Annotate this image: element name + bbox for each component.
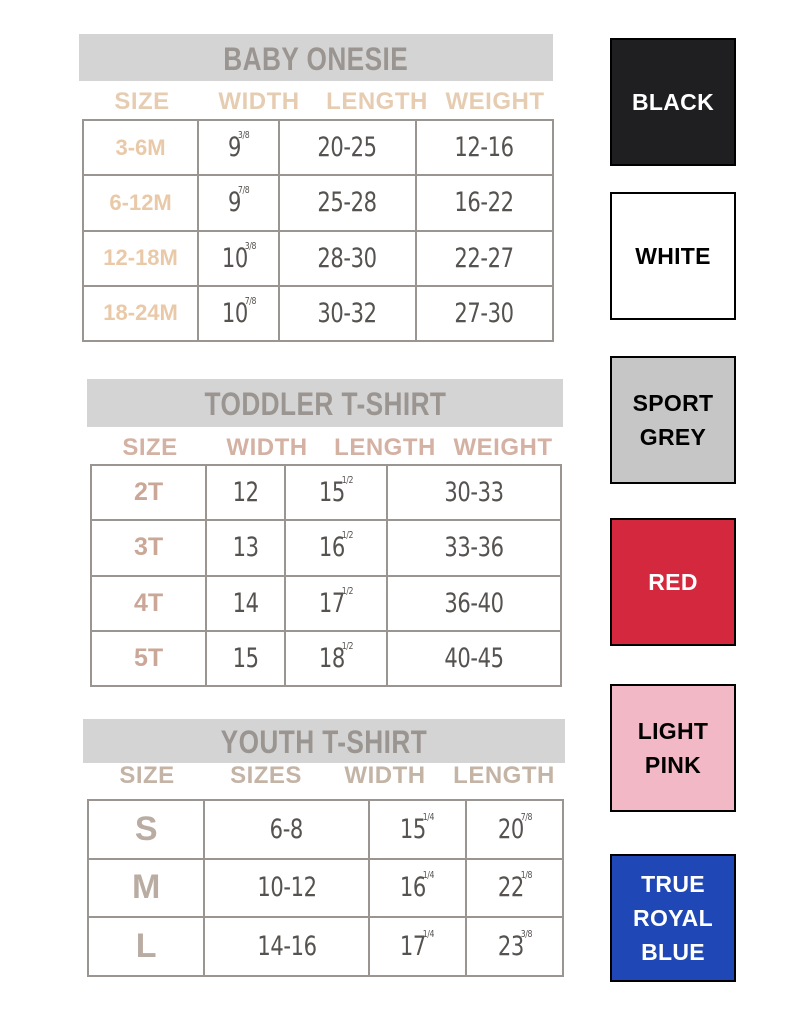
cell-value: 22: [497, 872, 524, 904]
size-label: 3-6M: [83, 120, 198, 175]
cell-value: 16: [318, 532, 345, 564]
size-label: 5T: [91, 631, 206, 686]
swatch-label-line: SPORT: [632, 390, 714, 416]
table-cell: [279, 231, 416, 286]
baby-onesie-header: [84, 88, 554, 116]
size-label: L: [88, 917, 204, 976]
table-row: [91, 465, 561, 520]
cell-value: 16: [400, 872, 427, 904]
swatch-label-line: PINK: [644, 752, 702, 778]
header-weight: WEIGHT: [445, 88, 545, 115]
cell-fraction: 3/8: [237, 130, 250, 142]
table-cell: [198, 120, 279, 175]
table-cell: [198, 286, 279, 341]
cell-value: 18: [318, 642, 345, 674]
cell-fraction: 7/8: [244, 295, 256, 307]
table-cell: [285, 576, 387, 631]
table-cell: [206, 576, 285, 631]
table-cell: [204, 917, 369, 976]
cell-fraction: 1/2: [341, 640, 354, 652]
cell-fraction: 1/4: [423, 929, 435, 941]
table-cell: [279, 120, 416, 175]
cell-value: 9: [227, 187, 241, 219]
table-cell: [387, 465, 561, 520]
table-cell: [285, 631, 387, 686]
table-row: [91, 576, 561, 631]
table-cell: [204, 859, 369, 918]
header-width: WIDTH: [226, 434, 308, 461]
swatch-label: [638, 714, 709, 782]
swatch-label-line: RED: [648, 569, 698, 595]
cell-value: 10-12: [257, 872, 317, 904]
cell-value: 14: [232, 587, 259, 619]
cell-value: 15: [232, 642, 259, 674]
swatch-label: [632, 85, 714, 119]
cell-fraction: 1/2: [341, 530, 354, 542]
table-cell: [416, 175, 553, 230]
cell-value: 12-16: [454, 132, 515, 164]
table-row: [91, 520, 561, 575]
table-row: [91, 631, 561, 686]
cell-value: 6-8: [270, 813, 304, 845]
swatch-label: [648, 565, 697, 599]
swatch-label-line: BLUE: [641, 939, 705, 965]
table-row: [88, 800, 563, 859]
table-cell: [204, 800, 369, 859]
cell-value: 36-40: [444, 587, 504, 619]
header-size: SIZE: [122, 434, 178, 461]
swatch-black[interactable]: [610, 38, 736, 166]
cell-fraction: 7/8: [237, 185, 250, 197]
header-width: WIDTH: [218, 88, 300, 115]
header-sizes: SIZES: [230, 762, 302, 789]
size-label: 3T: [91, 520, 206, 575]
cell-value: 22-27: [454, 242, 515, 274]
table-cell: [387, 520, 561, 575]
swatch-label-line: TRUE: [641, 871, 705, 897]
cell-value: 20-25: [317, 132, 378, 164]
cell-value: 12: [232, 477, 259, 509]
swatch-white[interactable]: [610, 192, 736, 320]
swatch-label: [633, 867, 713, 969]
swatch-label-line: GREY: [639, 424, 707, 450]
swatch-label-line: ROYAL: [633, 905, 713, 931]
table-cell: [285, 465, 387, 520]
toddler-tshirt-header: [92, 434, 562, 462]
swatch-red[interactable]: [610, 518, 736, 646]
swatch-label-line: BLACK: [632, 89, 714, 115]
baby-onesie-table: [82, 119, 554, 342]
youth-tshirt-header: [88, 762, 564, 790]
swatch-light-pink[interactable]: [610, 684, 736, 812]
cell-fraction: 1/2: [341, 585, 354, 597]
size-label: 4T: [91, 576, 206, 631]
header-size: SIZE: [114, 88, 170, 115]
table-cell: [285, 520, 387, 575]
table-cell: [369, 800, 466, 859]
cell-fraction: 3/8: [520, 929, 532, 941]
youth-tshirt-title: YOUTH T-SHIRT: [83, 719, 565, 763]
cell-value: 9: [227, 132, 241, 164]
size-label: S: [88, 800, 204, 859]
cell-value: 14-16: [257, 931, 317, 963]
table-cell: [198, 231, 279, 286]
swatch-label: [635, 239, 711, 273]
baby-onesie-title: BABY ONESIE: [79, 34, 553, 81]
cell-value: 15: [400, 813, 427, 845]
size-label: M: [88, 859, 204, 918]
cell-value: 27-30: [454, 297, 515, 329]
table-row: [88, 917, 563, 976]
cell-value: 33-36: [444, 532, 504, 564]
header-length: LENGTH: [334, 434, 436, 461]
toddler-tshirt-table: [90, 464, 562, 687]
header-length: LENGTH: [326, 88, 428, 115]
cell-fraction: 1/2: [341, 475, 354, 487]
table-cell: [206, 465, 285, 520]
table-cell: [466, 800, 563, 859]
table-row: [83, 231, 553, 286]
cell-fraction: 7/8: [520, 811, 532, 823]
size-label: 2T: [91, 465, 206, 520]
swatch-true-royal-blue[interactable]: [610, 854, 736, 982]
cell-fraction: 1/8: [520, 870, 532, 882]
table-cell: [466, 859, 563, 918]
cell-value: 23: [497, 931, 524, 963]
table-cell: [387, 631, 561, 686]
cell-fraction: 1/4: [423, 870, 435, 882]
swatch-label-line: WHITE: [635, 243, 711, 269]
swatch-label-line: LIGHT: [637, 718, 709, 744]
cell-value: 17: [318, 587, 345, 619]
table-cell: [387, 576, 561, 631]
cell-value: 13: [232, 532, 259, 564]
swatch-label: [633, 386, 714, 454]
size-label: 12-18M: [83, 231, 198, 286]
size-label: 6-12M: [83, 175, 198, 230]
cell-value: 15: [318, 477, 345, 509]
table-cell: [466, 917, 563, 976]
cell-value: 30-33: [444, 477, 504, 509]
cell-value: 20: [497, 813, 524, 845]
table-row: [83, 175, 553, 230]
cell-value: 25-28: [317, 187, 378, 219]
header-size: SIZE: [119, 762, 175, 789]
size-label: 18-24M: [83, 286, 198, 341]
header-weight: WEIGHT: [453, 434, 553, 461]
table-cell: [206, 631, 285, 686]
table-cell: [416, 231, 553, 286]
header-width: WIDTH: [344, 762, 426, 789]
cell-value: 10: [221, 242, 248, 274]
cell-value: 17: [400, 931, 427, 963]
table-cell: [279, 286, 416, 341]
table-row: [88, 859, 563, 918]
table-cell: [416, 286, 553, 341]
table-row: [83, 120, 553, 175]
toddler-tshirt-title: TODDLER T-SHIRT: [87, 379, 563, 427]
cell-value: 40-45: [444, 642, 504, 674]
table-row: [83, 286, 553, 341]
table-cell: [416, 120, 553, 175]
table-cell: [198, 175, 279, 230]
header-length: LENGTH: [453, 762, 555, 789]
cell-fraction: 3/8: [244, 240, 256, 252]
table-cell: [369, 859, 466, 918]
table-cell: [279, 175, 416, 230]
table-cell: [369, 917, 466, 976]
cell-value: 10: [221, 297, 248, 329]
youth-tshirt-table: [87, 799, 564, 977]
cell-value: 28-30: [317, 242, 378, 274]
cell-fraction: 1/4: [423, 811, 435, 823]
cell-value: 16-22: [454, 187, 515, 219]
table-cell: [206, 520, 285, 575]
swatch-sport-grey[interactable]: [610, 356, 736, 484]
cell-value: 30-32: [317, 297, 378, 329]
